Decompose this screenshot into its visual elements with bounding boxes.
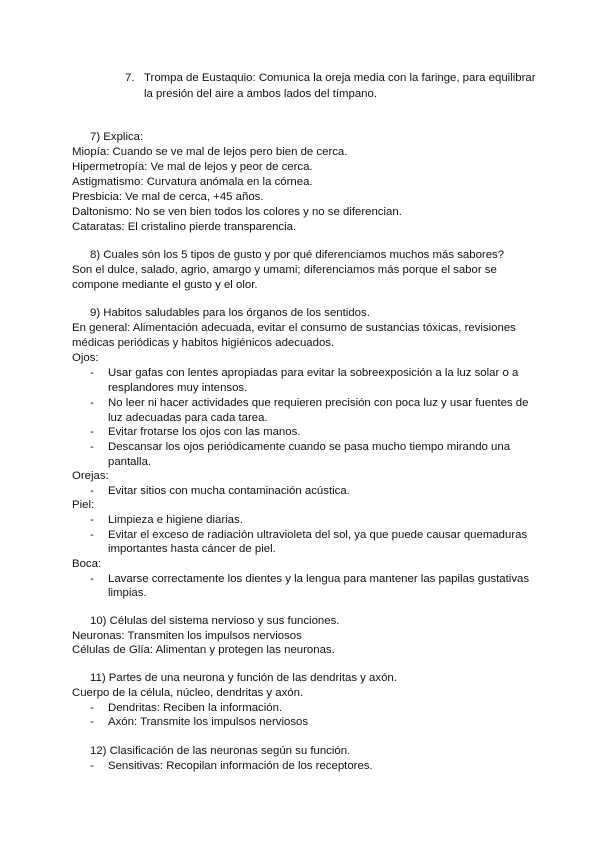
q7-line-astigmatismo: Astigmatismo: Curvatura anómala en la córnea. bbox=[72, 176, 313, 188]
bullet-dash: - bbox=[90, 702, 94, 714]
q9-general-line-2: médicas periódicas y habitos higiénicos adecuados. bbox=[72, 337, 335, 349]
q9-boca-item-1: Lavarse correctamente los dientes y la lengua para mantener las papilas gustativas bbox=[108, 573, 530, 585]
q9-boca-label: Boca: bbox=[72, 558, 102, 570]
q10-heading: 10) Células del sistema nervioso y sus funciones. bbox=[90, 615, 340, 627]
item7-line-2: la presión del aire a ambos lados del tímpano. bbox=[144, 88, 378, 100]
q11-heading: 11) Partes de una neurona y función de las dendritas y axón. bbox=[90, 672, 397, 684]
q9-orejas-label: Orejas: bbox=[72, 470, 109, 482]
q9-piel-label: Piel: bbox=[72, 499, 95, 511]
q9-piel-item-1: Limpieza e higiene diarias. bbox=[108, 514, 243, 526]
q9-general-line-1: En general: Alimentación adecuada, evitar el consumo de sustancias tóxicas, revisiones bbox=[72, 322, 516, 334]
q9-heading: 9) Habitos saludables para los órganos de los sentidos. bbox=[90, 307, 370, 319]
q9-piel-item-2: Evitar el exceso de radiación ultravioleta del sol, ya que puede causar quemaduras bbox=[108, 529, 528, 541]
q11-bullet-dendritas: Dendritas: Reciben la información. bbox=[108, 702, 283, 714]
q11-bullet-axon: Axón: Transmite los impulsos nerviosos bbox=[108, 716, 309, 728]
q9-ojos-item-3: Evitar frotarse los ojos con las manos. bbox=[108, 426, 301, 438]
q8-line-1: Son el dulce, salado, agrio, amargo y umami; diferenciamos más porque el sabor se bbox=[72, 264, 497, 276]
q12-bullet-sensitivas: Sensitivas: Recopilan información de los receptores. bbox=[108, 760, 373, 772]
q9-ojos-item-1: Usar gafas con lentes apropiadas para evitar la sobreexposición a la luz solar o a bbox=[108, 367, 519, 379]
q9-orejas-item-1: Evitar sitios con mucha contaminación acústica. bbox=[108, 485, 350, 497]
bullet-dash: - bbox=[90, 441, 94, 453]
q7-line-presbicia: Presbicia: Ve mal de cerca, +45 años. bbox=[72, 191, 264, 203]
bullet-dash: - bbox=[90, 397, 94, 409]
bullet-dash: - bbox=[90, 367, 94, 379]
bullet-dash: - bbox=[90, 573, 94, 585]
q9-ojos-label: Ojos: bbox=[72, 352, 99, 364]
q9-boca-item-1-cont: limpias. bbox=[108, 587, 147, 599]
bullet-dash: - bbox=[90, 485, 94, 497]
q8-line-2: compone mediante el gusto y el olor. bbox=[72, 279, 258, 291]
q12-heading: 12) Clasificación de las neuronas según su función. bbox=[90, 745, 351, 757]
q9-ojos-item-4: Descansar los ojos periódicamente cuando se pasa mucho tiempo mirando una bbox=[108, 441, 511, 453]
q11-line: Cuerpo de la célula, núcleo, dendritas y axón. bbox=[72, 687, 304, 699]
bullet-dash: - bbox=[90, 716, 94, 728]
q9-ojos-item-1-cont: resplandores muy intensos. bbox=[108, 382, 248, 394]
q7-heading: 7) Explica: bbox=[90, 131, 144, 143]
item7-number: 7. bbox=[125, 72, 135, 84]
bullet-dash: - bbox=[90, 514, 94, 526]
bullet-dash: - bbox=[90, 529, 94, 541]
item7-line-1: Trompa de Eustaquio: Comunica la oreja media con la faringe, para equilibrar bbox=[144, 72, 536, 84]
q10-line-neuronas: Neuronas: Transmiten los impulsos nerviosos bbox=[72, 630, 302, 642]
q9-piel-item-2-cont: importantes hasta cáncer de piel. bbox=[108, 543, 276, 555]
bullet-dash: - bbox=[90, 760, 94, 772]
q9-ojos-item-4-cont: pantalla. bbox=[108, 456, 152, 468]
q9-ojos-item-2: No leer ni hacer actividades que requieren precisión con poca luz y usar fuentes de bbox=[108, 397, 529, 409]
q10-line-glia: Células de Glía: Alimentan y protegen las neuronas. bbox=[72, 644, 335, 656]
q8-heading: 8) Cuales són los 5 tipos de gusto y por qué diferenciamos muchos más sabores? bbox=[90, 249, 505, 261]
q9-ojos-item-2-cont: luz adecuadas para cada tarea. bbox=[108, 412, 268, 424]
bullet-dash: - bbox=[90, 426, 94, 438]
q7-line-daltonismo: Daltonismo: No se ven bien todos los colores y no se diferencian. bbox=[72, 206, 402, 218]
q7-line-cataratas: Cataratas: El cristalino pierde transparencia. bbox=[72, 221, 297, 233]
q7-line-hipermetropia: Hipermetropía: Ve mal de lejos y peor de cerca. bbox=[72, 161, 313, 173]
q7-line-miopia: Miopía: Cuando se ve mal de lejos pero bien de cerca. bbox=[72, 146, 348, 158]
